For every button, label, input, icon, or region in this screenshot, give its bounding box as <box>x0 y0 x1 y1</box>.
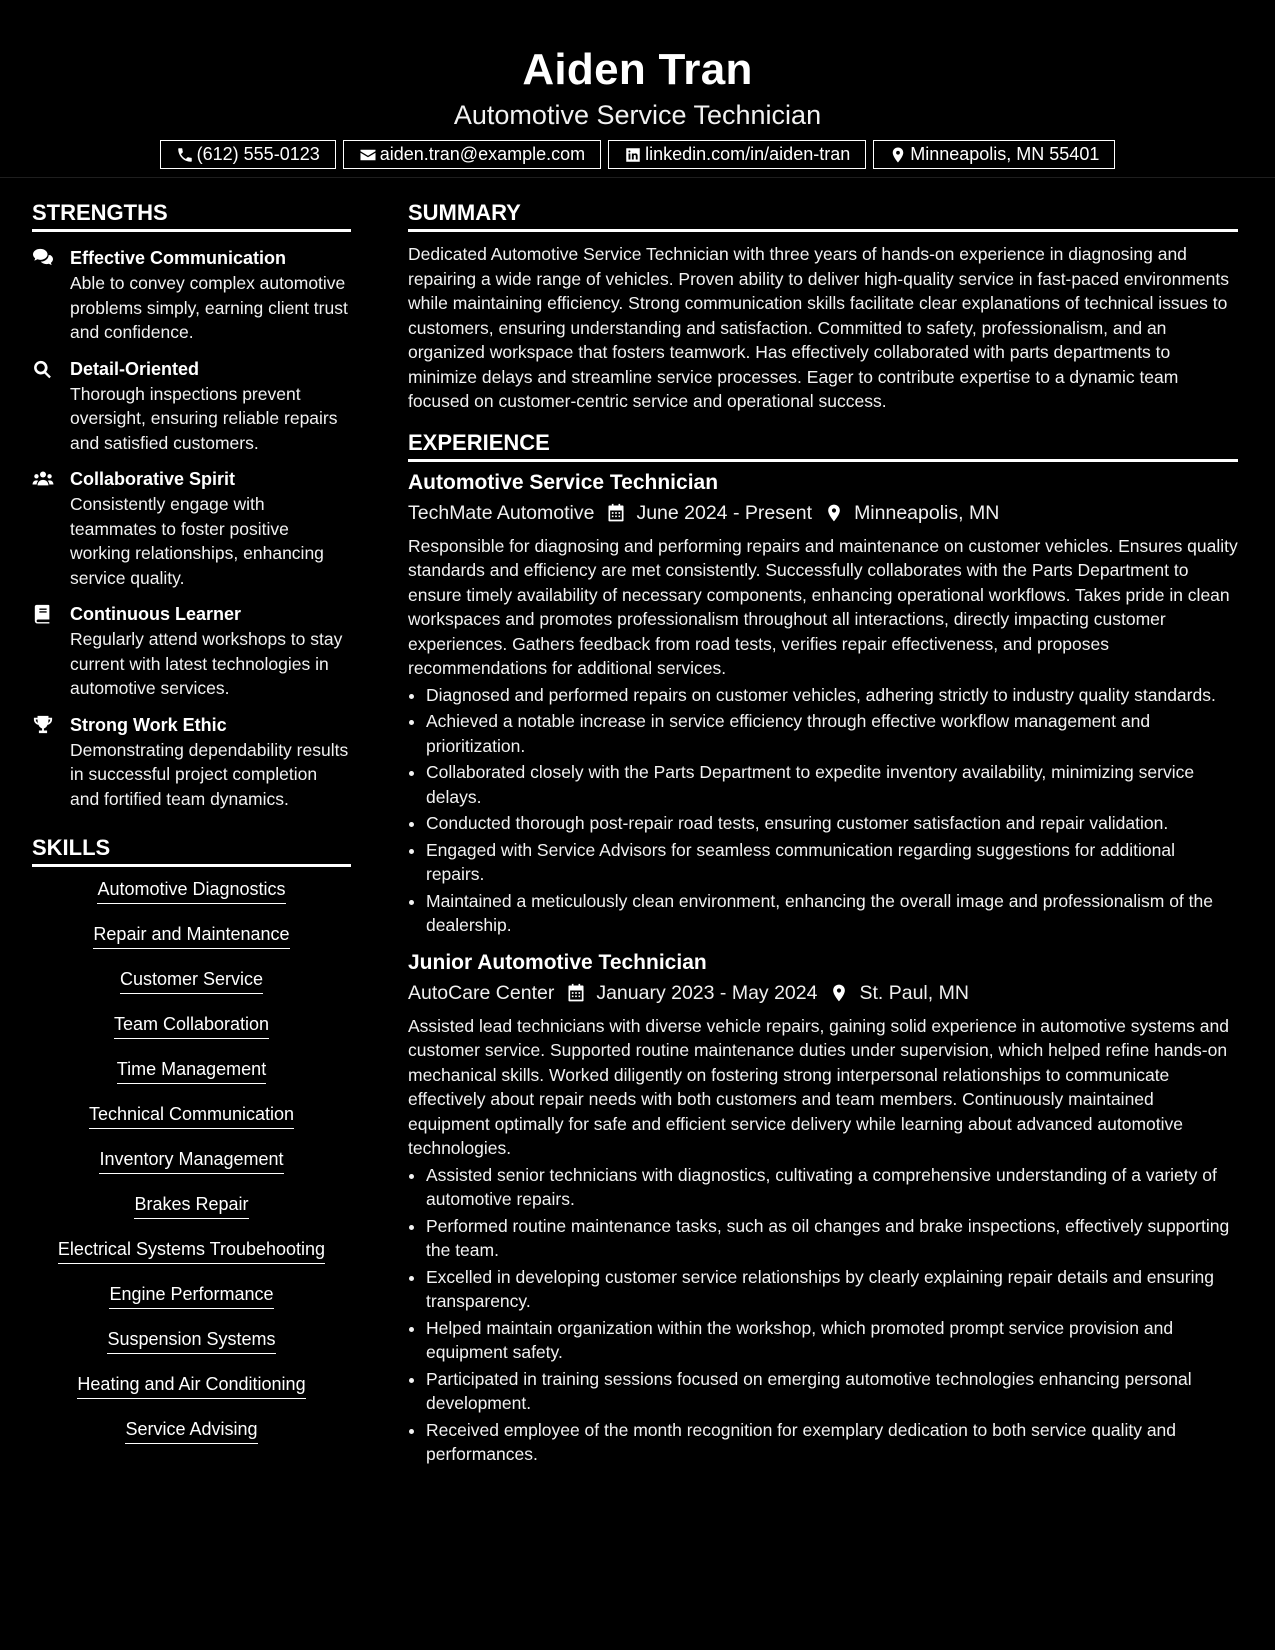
strength-title: Effective Communication <box>70 248 287 268</box>
linkedin-icon <box>624 146 642 164</box>
job-bullet: • Collaborated closely with the Parts Department to expedite inventory availability, minimizing service delays. <box>426 760 1238 809</box>
job-meta <box>408 978 1238 1008</box>
job-bullets <box>408 1163 1238 1467</box>
job-entry <box>408 948 1238 1467</box>
comments-icon <box>32 248 54 268</box>
skill-item: Suspension Systems <box>107 1327 275 1354</box>
calendar-icon <box>566 983 586 1003</box>
skill-item: Inventory Management <box>99 1147 283 1174</box>
strength-title: Collaborative Spirit <box>70 469 236 489</box>
skill-item: Customer Service <box>120 967 263 994</box>
contact-linkedin[interactable] <box>608 140 866 169</box>
contact-phone[interactable] <box>160 140 336 169</box>
resume-header <box>0 0 1275 178</box>
skill-item: Automotive Diagnostics <box>97 877 285 904</box>
strength-desc: Consistently engage with teammates to foster positive working relationships, enhancing service quality. <box>70 494 324 588</box>
strength-desc: Thorough inspections prevent oversight, ensuring reliable repairs and satisfied customers. <box>70 383 338 453</box>
job-bullet: • Diagnosed and performed repairs on customer vehicles, adhering strictly to industry quality standards. <box>426 683 1238 708</box>
strength-desc: Demonstrating dependability results in successful project completion and fortified team dynamics. <box>70 739 349 809</box>
skills-list <box>32 877 351 1462</box>
skills-heading: SKILLS <box>32 835 351 867</box>
skill-item: Time Management <box>117 1057 266 1084</box>
job-bullet: • Performed routine maintenance tasks, such as oil changes and brake inspections, effectively supporting the team. <box>426 1214 1238 1263</box>
contact-email-text: aiden.tran@example.com <box>379 144 586 164</box>
job-bullet: • Achieved a notable increase in service efficiency through effective workflow management and prioritization. <box>426 709 1238 758</box>
book-icon <box>32 604 54 624</box>
job-bullets <box>408 683 1238 938</box>
job-dates: January 2023 - May 2024 <box>596 981 818 1004</box>
job-bullet: • Participated in training sessions focused on emerging automotive technologies enhancing personal development. <box>426 1367 1238 1416</box>
skill-item: Electrical Systems Troubehooting <box>58 1237 325 1264</box>
job-bullet: • Helped maintain organization within the workshop, which promoted prompt service provision and equipment safety. <box>426 1316 1238 1365</box>
calendar-icon <box>606 503 626 523</box>
summary-text: Dedicated Automotive Service Technician with three years of hands-on experience in diagnosing and repairing a wide range of vehicles. Proven ability to deliver high-quality service in fast-paced environments while maintaining efficiency. Strong communication skills facilitate clear explanations of technical issues to customers, ensuring understanding and satisfaction. Committed to safety, professionalism, and an organized workspace that fosters teamwork. Has effectively collaborated with parts departments to minimize delays and streamline service processes. Eager to contribute expertise to a dynamic team focused on customer-centric service and operational success. <box>408 244 1229 411</box>
strength-item <box>32 467 351 590</box>
job-location: Minneapolis, MN <box>854 501 1000 524</box>
job-bullet: • Conducted thorough post-repair road tests, ensuring customer satisfaction and repair validation. <box>426 811 1238 836</box>
job-meta <box>408 498 1238 528</box>
job-title: Automotive Service Technician <box>408 470 719 494</box>
job-bullet: • Assisted senior technicians with diagnostics, cultivating a comprehensive understanding of a variety of automotive repairs. <box>426 1163 1238 1212</box>
skill-item: Team Collaboration <box>114 1012 269 1039</box>
job-company: TechMate Automotive <box>408 501 595 524</box>
contact-linkedin-text: linkedin.com/in/aiden-tran <box>645 144 851 164</box>
skill-item: Brakes Repair <box>134 1192 248 1219</box>
strength-desc: Regularly attend workshops to stay current with latest technologies in automotive services. <box>70 629 343 698</box>
skill-item: Repair and Maintenance <box>93 922 289 949</box>
skill-item: Service Advising <box>125 1417 257 1444</box>
contact-location-text: Minneapolis, MN 55401 <box>910 144 1100 164</box>
strength-title: Continuous Learner <box>70 604 242 624</box>
left-column <box>32 178 351 1469</box>
strength-title: Detail-Oriented <box>70 358 200 379</box>
job-dates: June 2024 - Present <box>636 501 813 524</box>
skill-item: Technical Communication <box>89 1102 294 1129</box>
job-entry <box>408 468 1238 938</box>
strength-desc: Able to convey complex automotive problems simply, earning client trust and confidence. <box>70 273 348 342</box>
strength-item <box>32 246 351 345</box>
right-column <box>408 178 1238 1469</box>
strength-item <box>32 713 351 812</box>
strength-title: Strong Work Ethic <box>70 714 227 735</box>
job-company: AutoCare Center <box>408 981 555 1004</box>
job-location: St. Paul, MN <box>859 981 969 1004</box>
users-icon <box>32 469 54 489</box>
phone-icon <box>176 146 194 164</box>
search-icon <box>32 359 54 379</box>
strengths-heading: STRENGTHS <box>32 200 351 232</box>
trophy-icon <box>32 715 54 735</box>
summary-heading: SUMMARY <box>408 200 1238 232</box>
job-bullet: • Maintained a meticulously clean environment, enhancing the overall image and professionalism of the dealership. <box>426 889 1238 938</box>
map-marker-icon <box>829 983 849 1003</box>
job-bullet: • Excelled in developing customer service relationships by clearly explaining repair details and ensuring transparency. <box>426 1265 1238 1314</box>
contact-email[interactable] <box>343 140 601 169</box>
map-marker-icon <box>824 503 844 523</box>
envelope-icon <box>359 146 377 164</box>
strength-item <box>32 357 351 456</box>
contact-phone-text: (612) 555-0123 <box>196 144 320 164</box>
skill-item: Engine Performance <box>109 1282 273 1309</box>
job-bullet: • Received employee of the month recognition for exemplary dedication to both service quality and performances. <box>426 1418 1238 1467</box>
candidate-name: Aiden Tran <box>522 45 753 94</box>
skill-item: Heating and Air Conditioning <box>77 1372 305 1399</box>
job-bullet: • Engaged with Service Advisors for seamless communication regarding suggestions for additional repairs. <box>426 838 1238 887</box>
job-description: Assisted lead technicians with diverse vehicle repairs, gaining solid experience in automotive systems and customer service. Supported routine maintenance duties under supervision, which helped refine hands-on mechanical skills. Worked diligently on fostering strong interpersonal relationships to communicate effectively about repair needs with both customers and team members. Continuously maintained equipment optimally for safe and efficient service delivery while learning about advanced automotive technologies. <box>408 1015 1229 1158</box>
strengths-list <box>32 246 351 811</box>
resume-body <box>0 178 1275 1469</box>
contact-bar <box>0 140 1275 169</box>
job-title: Junior Automotive Technician <box>408 950 707 974</box>
job-description: Responsible for diagnosing and performing repairs and maintenance on customer vehicles. Ensures quality standards and efficiency are met consistently. Successfully collaborates with the Parts Department to ensure timely availability of necessary components, enhancing operational workflows. Takes pride in clean workspaces and promotes professionalism throughout all interactions, directly impacting customer experiences. Gathers feedback from road tests, verifies repair effectiveness, and proposes recommendations for additional services. <box>408 535 1238 678</box>
candidate-title: Automotive Service Technician <box>453 100 822 130</box>
experience-heading: EXPERIENCE <box>408 430 1238 462</box>
strength-item <box>32 602 351 701</box>
contact-location[interactable] <box>873 140 1115 169</box>
map-marker-icon <box>889 146 907 164</box>
